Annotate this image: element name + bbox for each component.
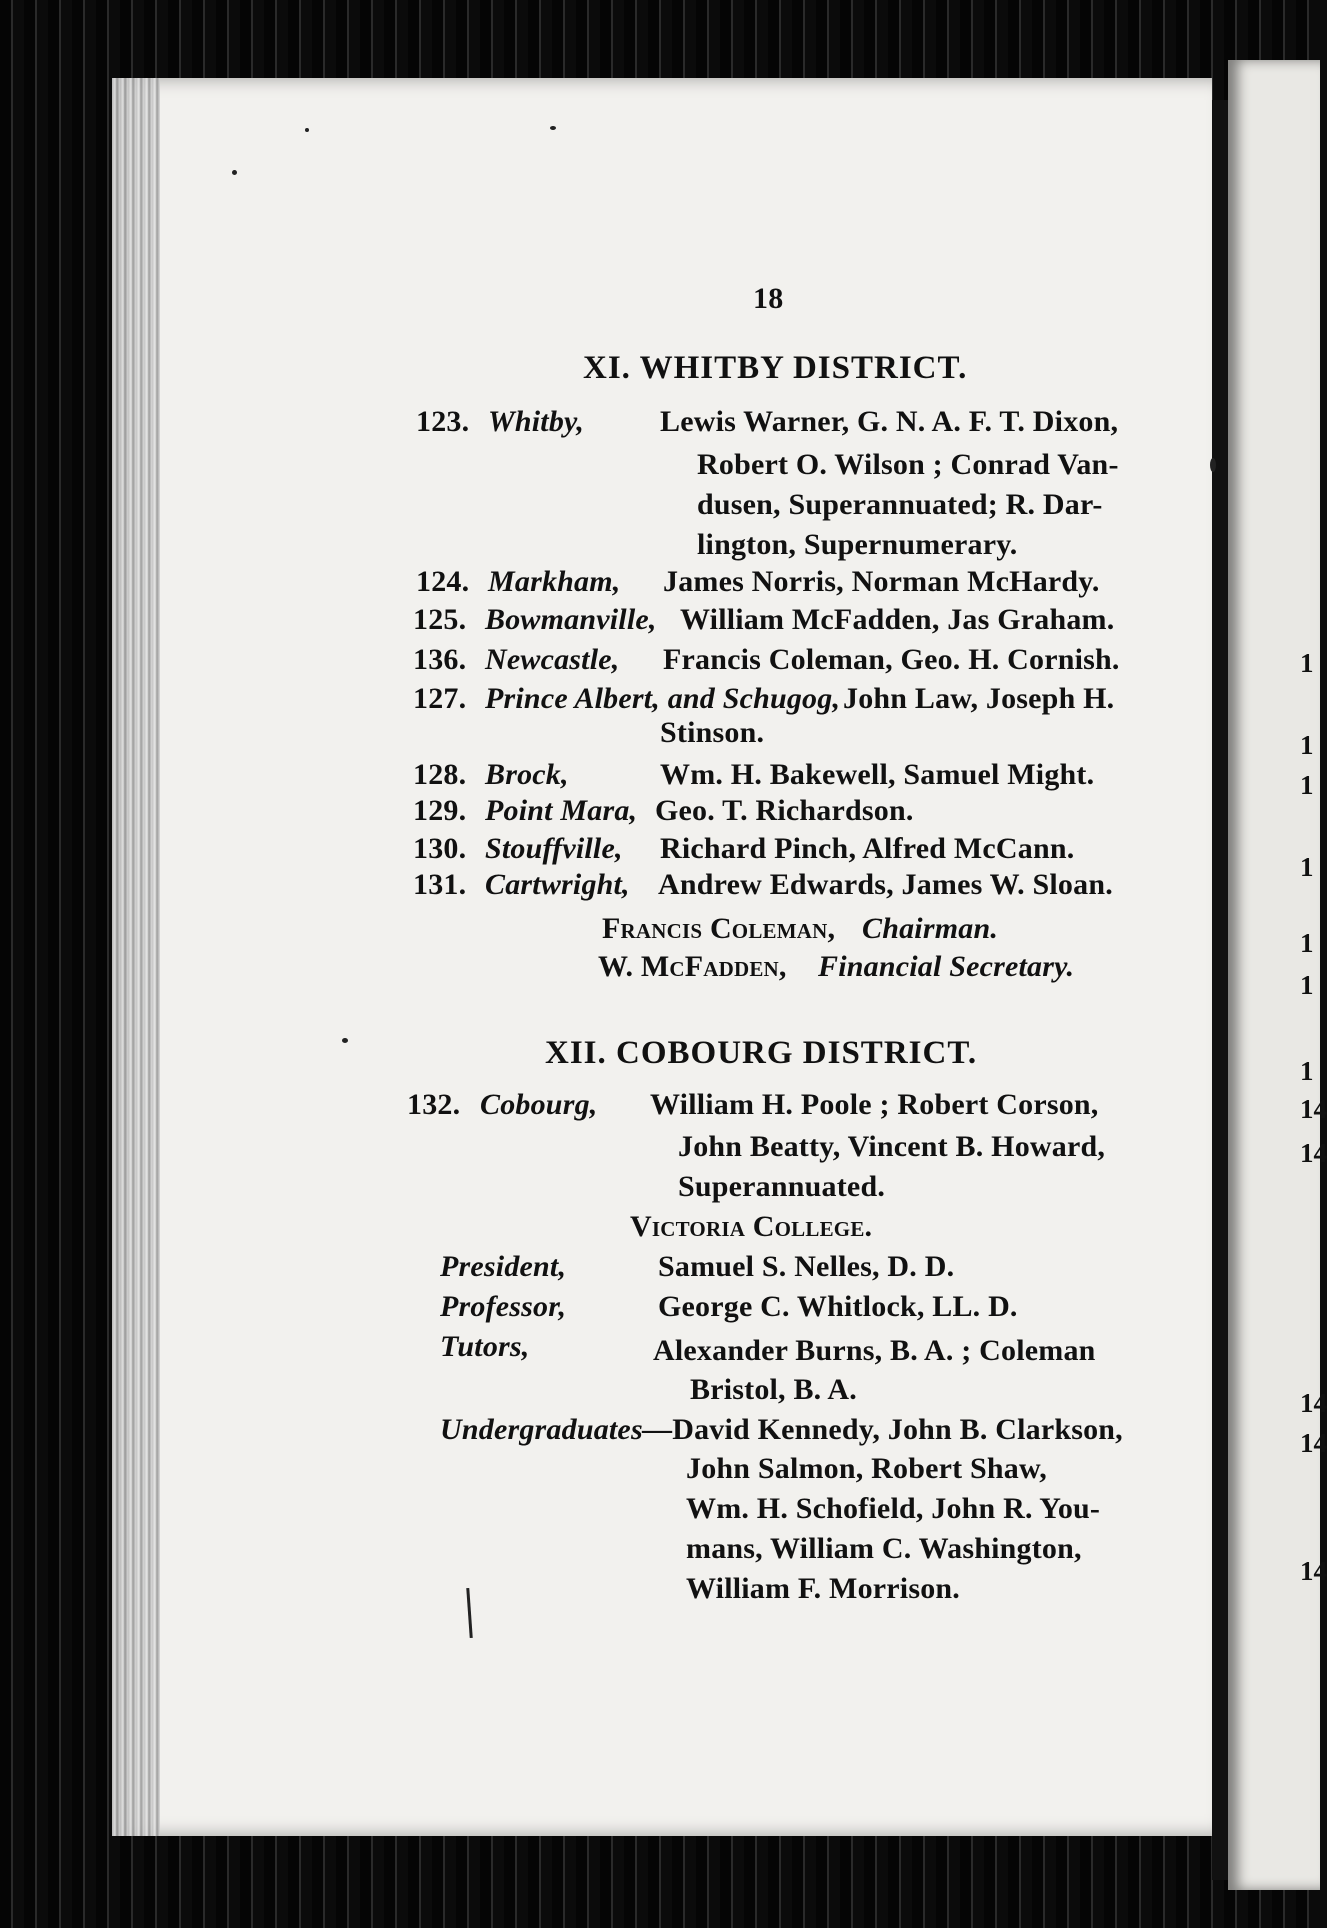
entry-names: William McFadden, Jas Graham. (680, 603, 1115, 636)
secretary-title: Financial Secretary. (818, 950, 1075, 983)
edge-number: 1 (1300, 770, 1314, 800)
entry-names-cont: Stinson. (660, 716, 765, 749)
entry-names: Wm. H. Bakewell, Samuel Might. (660, 758, 1095, 791)
entry-number: 130. (413, 832, 467, 865)
speck (1210, 458, 1216, 472)
speck (305, 128, 309, 132)
undergrad-names-cont: mans, William C. Washington, (686, 1532, 1082, 1565)
entry-names: Andrew Edwards, James W. Sloan. (658, 868, 1113, 901)
entry-names: Francis Coleman, Geo. H. Cornish. (663, 643, 1120, 676)
staff-role: President, (440, 1250, 567, 1283)
entry-number: 128. (413, 758, 467, 791)
entry-names: William H. Poole ; Robert Corson, (650, 1088, 1099, 1121)
edge-number: 1 (1300, 1056, 1314, 1086)
entry-place: Stouffville, (485, 832, 623, 865)
edge-number: 1 (1300, 852, 1314, 882)
edge-number: 14 (1300, 1138, 1327, 1168)
undergrad-role: Undergraduates (440, 1413, 643, 1446)
entry-number: 132. (407, 1088, 461, 1121)
undergrad-names: —David Kennedy, John B. Clarkson, (642, 1413, 1123, 1446)
entry-number: 127. (413, 682, 467, 715)
entry-place: Markham, (488, 565, 621, 598)
staff-name: Samuel S. Nelles, D. D. (658, 1250, 955, 1283)
section-heading-whitby: XI. WHITBY DISTRICT. (583, 350, 968, 386)
entry-number: 129. (413, 794, 467, 827)
entry-place: Brock, (485, 758, 569, 791)
entry-names: Richard Pinch, Alfred McCann. (660, 832, 1075, 865)
speck (342, 1038, 348, 1043)
staff-name: George C. Whitlock, LL. D. (658, 1290, 1018, 1323)
undergrad-names-cont: Wm. H. Schofield, John R. You- (686, 1492, 1101, 1525)
page-edge-stack (112, 78, 160, 1836)
undergrad-names-cont: John Salmon, Robert Shaw, (686, 1452, 1047, 1485)
entry-number: 124. (416, 565, 470, 598)
chairman-name: Francis Coleman, (602, 912, 836, 945)
chairman-title: Chairman. (862, 912, 999, 945)
edge-number: 14 (1300, 1388, 1327, 1418)
entry-names-cont: Robert O. Wilson ; Conrad Van- (697, 448, 1119, 481)
secretary-name: W. McFadden, (598, 950, 787, 983)
edge-number: 1 (1300, 648, 1314, 678)
edge-number: 14 (1300, 1428, 1327, 1458)
entry-names: Lewis Warner, G. N. A. F. T. Dixon, (660, 405, 1119, 438)
gutter-shadow (1212, 100, 1228, 1880)
entry-number: 123. (416, 405, 470, 438)
entry-place: Whitby, (488, 405, 585, 438)
entry-place: Cartwright, (485, 868, 630, 901)
staff-name-cont: Bristol, B. A. (690, 1373, 857, 1406)
staff-role: Tutors, (440, 1330, 530, 1363)
speck (232, 170, 237, 175)
section-heading-cobourg: XII. COBOURG DISTRICT. (545, 1035, 978, 1071)
page-number: 18 (753, 282, 784, 315)
entry-names: John Law, Joseph H. (843, 682, 1115, 715)
entry-names-cont: lington, Supernumerary. (697, 528, 1018, 561)
edge-number: 1 (1300, 730, 1314, 760)
entry-number: 125. (413, 603, 467, 636)
entry-names-cont: Superannuated. (678, 1170, 886, 1203)
edge-number: 14 (1300, 1094, 1327, 1124)
entry-place: Bowmanville, (485, 603, 657, 636)
entry-place: Cobourg, (480, 1088, 598, 1121)
entry-names: Geo. T. Richardson. (655, 794, 914, 827)
entry-names-cont: dusen, Superannuated; R. Dar- (697, 488, 1103, 521)
entry-place: Prince Albert, and Schugog, (485, 682, 841, 715)
entry-place: Newcastle, (485, 643, 620, 676)
entry-number: 131. (413, 868, 467, 901)
entry-place: Point Mara, (485, 794, 638, 827)
entry-number: 136. (413, 643, 467, 676)
edge-number: 14 (1300, 1556, 1327, 1586)
staff-name: Alexander Burns, B. A. ; Coleman (653, 1334, 1096, 1367)
entry-names: James Norris, Norman McHardy. (663, 565, 1100, 598)
speck (550, 126, 556, 130)
edge-number: 1 (1300, 970, 1314, 1000)
staff-role: Professor, (440, 1290, 567, 1323)
entry-names-cont: John Beatty, Vincent B. Howard, (678, 1130, 1106, 1163)
college-heading: Victoria College. (630, 1210, 873, 1243)
undergrad-names-cont: William F. Morrison. (686, 1572, 960, 1605)
edge-number: 1 (1300, 928, 1314, 958)
